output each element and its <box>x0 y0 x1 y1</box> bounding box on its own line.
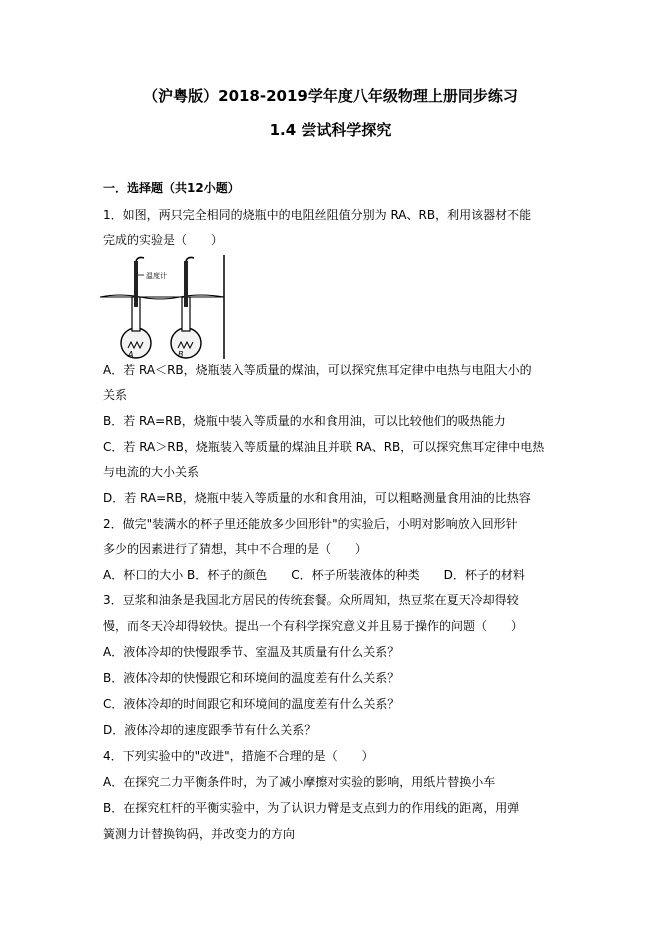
thermometer-a-top <box>136 257 144 261</box>
thermometer-b <box>184 261 188 307</box>
option-1a-line-2: 关系 <box>103 388 128 402</box>
option-1d: D．若 RA=RB，烧瓶中装入等质量的水和食用油，可以粗略测量食用油的比热容 <box>103 491 531 505</box>
thermometer-b-top <box>186 257 194 261</box>
option-1a-line-1: A．若 RA＜RB，烧瓶装入等质量的煤油，可以探究焦耳定律中电热与电阻大小的 <box>103 363 532 377</box>
option-1c-line-1: C．若 RA＞RB，烧瓶装入等质量的煤油且并联 RA、RB，可以探究焦耳定律中电热 <box>103 440 545 454</box>
option-3c: C．液体冷却的时间跟它和环境间的温度差有什么关系？ <box>103 697 400 711</box>
option-4b-line-1: B．在探究杠杆的平衡实验中，为了认识力臂是支点到力的作用线的距离，用弹 <box>103 801 520 815</box>
option-1b: B．若 RA=RB，烧瓶中装入等质量的水和食用油，可以比较他们的吸热能力 <box>103 414 506 428</box>
thermometer-a <box>134 261 138 307</box>
question-1-line-2: 完成的实验是（ ） <box>103 233 224 247</box>
option-3d: D．液体冷却的速度跟季节有什么关系？ <box>103 723 317 737</box>
option-4a: A．在探究二力平衡条件时，为了减小摩擦对实验的影响，用纸片替换小车 <box>103 775 496 789</box>
flask-experiment-figure <box>100 255 226 359</box>
option-4b-line-2: 簧测力计替换钩码，并改变力的方向 <box>103 827 296 841</box>
question-2-options: A．杯口的大小 B．杯子的颜色 C．杯子所装液体的种类 D．杯子的材料 <box>103 568 525 582</box>
option-3b: B．液体冷却的快慢跟它和环境间的温度差有什么关系？ <box>103 671 400 685</box>
option-1c-line-2: 与电流的大小关系 <box>103 465 200 479</box>
document-subtitle: 1.4 尝试科学探究 <box>269 121 392 139</box>
thermometer-label: 温度计 <box>146 272 167 280</box>
question-3-line-2: 慢，而冬天冷却得较快。提出一个有科学探究意义并且易于操作的问题（ ） <box>103 619 524 633</box>
document-title: （沪粤版）2018-2019学年度八年级物理上册同步练习 <box>143 87 518 105</box>
flask-a-label: A <box>128 350 134 359</box>
flask-b-label: B <box>178 350 184 359</box>
question-2-line-2: 多少的因素进行了猜想，其中不合理的是（ ） <box>103 542 368 556</box>
option-3a: A．液体冷却的快慢跟季节、室温及其质量有什么关系？ <box>103 645 400 659</box>
question-3-line-1: 3．豆浆和油条是我国北方居民的传统套餐。众所周知，热豆浆在夏天冷却得较 <box>103 593 519 607</box>
question-2-line-1: 2．做完"装满水的杯子里还能放多少回形针"的实验后，小明对影响放入回形针 <box>103 517 518 531</box>
question-4: 4．下列实验中的"改进"，措施不合理的是（ ） <box>103 749 374 763</box>
question-1-line-1: 1．如图，两只完全相同的烧瓶中的电阻丝阻值分别为 RA、RB，利用该器材不能 <box>103 208 532 222</box>
section-heading: 一．选择题（共12小题） <box>103 181 240 195</box>
